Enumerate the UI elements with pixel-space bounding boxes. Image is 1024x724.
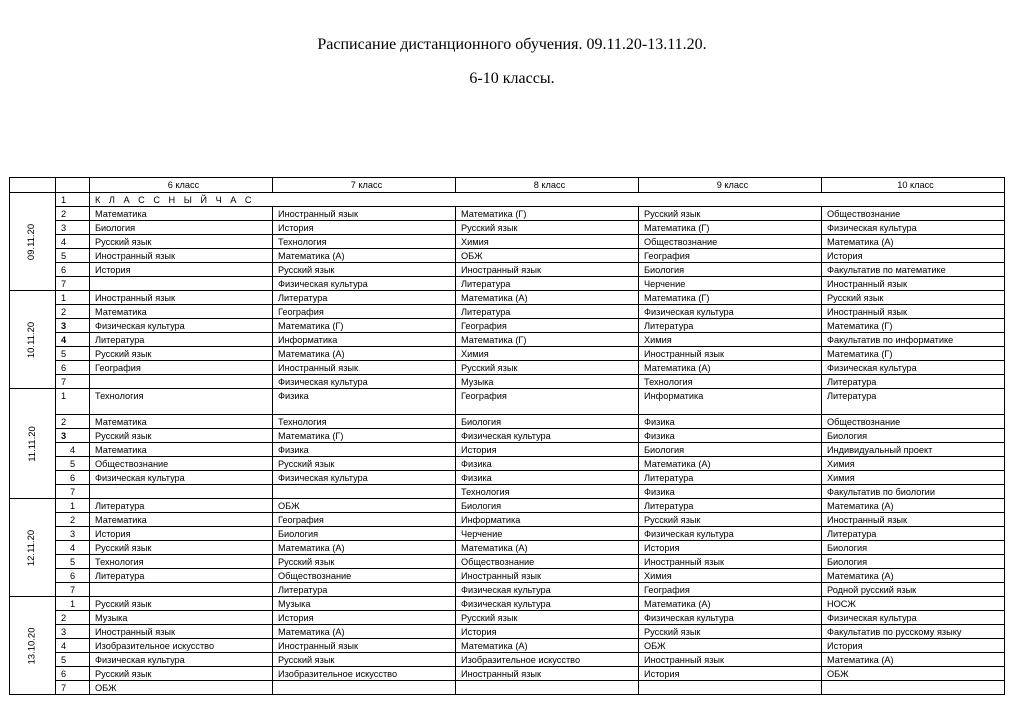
subject-cell: Физическая культура [639,527,822,541]
subject-cell: Технология [273,235,456,249]
subject-cell: Биология [90,221,273,235]
subject-cell: Обществознание [639,235,822,249]
subject-cell: Математика (А) [822,569,1005,583]
subject-cell: Обществознание [822,207,1005,221]
table-row [10,305,1005,319]
subject-cell: ОБЖ [639,639,822,653]
lesson-number: 7 [56,681,90,695]
subject-cell: Литература [456,277,639,291]
page-subtitle: 6-10 классы. [469,70,555,87]
subject-cell: Литература [822,527,1005,541]
day-date-cell [10,291,56,389]
subject-cell: Математика [90,305,273,319]
subject-cell: Физическая культура [273,471,456,485]
subject-cell: Биология [639,443,822,457]
subject-cell: Иностранный язык [822,513,1005,527]
subject-cell: Математика (А) [273,249,456,263]
day-date: 13.10.20 [26,627,38,665]
subject-cell: Математика (А) [273,347,456,361]
subject-cell: Факультатив по математике [822,263,1005,277]
schedule-body [10,193,1005,695]
day-date-cell [10,193,56,291]
table-row [10,639,1005,653]
subject-cell: История [822,249,1005,263]
subject-cell: Изобразительное искусство [90,639,273,653]
subject-cell: Русский язык [90,347,273,361]
lesson-number: 5 [56,347,90,361]
lesson-number: 3 [56,319,90,333]
subject-cell: География [456,389,639,415]
subject-cell: Математика (Г) [822,319,1005,333]
subject-cell: Литература [639,471,822,485]
table-row [10,221,1005,235]
subject-cell: Литература [273,583,456,597]
subject-cell: Химия [639,569,822,583]
subject-cell: Иностранный язык [273,207,456,221]
subject-cell: География [456,319,639,333]
lesson-number: 7 [56,375,90,389]
table-row [10,681,1005,695]
subject-cell: Математика [90,513,273,527]
subject-cell: Технология [273,415,456,429]
page-title: Расписание дистанционного обучения. 09.11.20-13.11.20. [317,36,707,53]
subject-cell: Литература [822,375,1005,389]
subject-cell: Русский язык [273,555,456,569]
subject-cell: Математика (Г) [822,347,1005,361]
subject-cell: ОБЖ [90,681,273,695]
lesson-number: 7 [56,485,90,499]
table-row [10,555,1005,569]
lesson-number: 1 [56,389,90,415]
subject-cell: Физическая культура [639,305,822,319]
subject-cell: Русский язык [456,611,639,625]
subject-cell: Обществознание [273,569,456,583]
subject-cell: Математика (Г) [639,221,822,235]
subject-cell: Химия [639,333,822,347]
subject-cell: История [639,541,822,555]
subject-cell [822,681,1005,695]
subject-cell: Литература [639,499,822,513]
lesson-number: 4 [56,639,90,653]
subject-cell [90,485,273,499]
subject-cell: Иностранный язык [273,361,456,375]
lesson-number: 3 [56,625,90,639]
subject-cell: Математика (Г) [456,333,639,347]
table-row [10,471,1005,485]
day-date-cell [10,389,56,499]
subject-cell: Физическая культура [456,583,639,597]
lesson-number: 6 [56,471,90,485]
subject-cell: Русский язык [90,235,273,249]
day-date: 10.11.20 [26,321,38,359]
subject-cell [273,681,456,695]
subject-cell: Физика [639,429,822,443]
table-row [10,389,1005,415]
subject-cell: Биология [456,499,639,513]
table-row [10,291,1005,305]
subject-cell: Технология [456,485,639,499]
lesson-number: 1 [56,597,90,611]
subject-cell: Русский язык [456,361,639,375]
subject-cell: Иностранный язык [456,263,639,277]
subject-cell: Физическая культура [273,277,456,291]
subject-cell: Математика (Г) [273,429,456,443]
subject-cell: Литература [273,291,456,305]
subject-cell: Биология [822,429,1005,443]
lesson-number: 5 [56,457,90,471]
table-row [10,611,1005,625]
day-date: 09.11.20 [26,223,38,261]
table-row [10,569,1005,583]
subject-cell: Химия [822,457,1005,471]
subject-cell: Физическая культура [456,597,639,611]
subject-cell: Математика (А) [273,625,456,639]
subject-cell: Обществознание [456,555,639,569]
table-row [10,235,1005,249]
subject-cell: Биология [822,541,1005,555]
table-row [10,485,1005,499]
lesson-number: 3 [56,221,90,235]
subject-cell: Музыка [456,375,639,389]
subject-cell: Иностранный язык [639,555,822,569]
subject-cell [273,485,456,499]
subject-cell: Русский язык [90,541,273,555]
subject-cell: Литература [90,569,273,583]
subject-cell: История [273,221,456,235]
class-hour-cell: К Л А С С Н Ы Й Ч А С [90,193,1005,207]
subject-cell: Математика [90,415,273,429]
subject-cell: Факультатив по биологии [822,485,1005,499]
header-row [10,178,1005,193]
subject-cell: Обществознание [822,415,1005,429]
lesson-number: 2 [56,207,90,221]
header-class-9: 9 класс [639,178,822,193]
subject-cell: Математика (А) [639,597,822,611]
lesson-number: 6 [56,263,90,277]
subject-cell: Математика (А) [456,291,639,305]
subject-cell: ОБЖ [273,499,456,513]
subject-cell: Физическая культура [639,611,822,625]
lesson-number: 1 [56,291,90,305]
subject-cell: Иностранный язык [822,305,1005,319]
table-row [10,541,1005,555]
subject-cell: Математика (Г) [456,207,639,221]
header-class-10: 10 класс [822,178,1005,193]
subject-cell: НОСЖ [822,597,1005,611]
lesson-number: 4 [56,541,90,555]
subject-cell: Факультатив по русскому языку [822,625,1005,639]
subject-cell: Математика (А) [822,499,1005,513]
table-row [10,625,1005,639]
table-row [10,333,1005,347]
table-row [10,667,1005,681]
lesson-number: 6 [56,667,90,681]
subject-cell [90,375,273,389]
header-class-7: 7 класс [273,178,456,193]
subject-cell: Русский язык [639,513,822,527]
subject-cell: Математика [90,443,273,457]
table-row [10,443,1005,457]
subject-cell: Физическая культура [822,221,1005,235]
subject-cell: Черчение [456,527,639,541]
lesson-number: 6 [56,361,90,375]
subject-cell: Факультатив по информатике [822,333,1005,347]
subject-cell: Математика (Г) [273,319,456,333]
subject-cell [90,277,273,291]
subject-cell: История [456,443,639,457]
subject-cell: Иностранный язык [822,277,1005,291]
subject-cell: Биология [456,415,639,429]
subject-cell: Иностранный язык [639,653,822,667]
table-row [10,429,1005,443]
subject-cell: Физика [639,485,822,499]
subject-cell: Физика [456,471,639,485]
lesson-number: 5 [56,555,90,569]
table-row [10,207,1005,221]
subject-cell: Литература [456,305,639,319]
subject-cell: Химия [456,235,639,249]
lesson-number: 2 [56,305,90,319]
table-row [10,249,1005,263]
subject-cell: Русский язык [639,625,822,639]
table-row [10,193,1005,207]
table-row [10,513,1005,527]
table-row [10,457,1005,471]
subject-cell: Математика (А) [456,541,639,555]
subject-cell: Русский язык [639,207,822,221]
subject-cell: Русский язык [273,653,456,667]
lesson-number: 7 [56,583,90,597]
subject-cell: История [90,527,273,541]
table-row [10,263,1005,277]
lesson-number: 2 [56,513,90,527]
subject-cell: Биология [822,555,1005,569]
subject-cell: Информатика [456,513,639,527]
table-row [10,277,1005,291]
subject-cell: Математика (Г) [639,291,822,305]
subject-cell: География [273,513,456,527]
subject-cell: Иностранный язык [639,347,822,361]
subject-cell: Физика [273,443,456,457]
subject-cell: Математика (А) [639,457,822,471]
subject-cell: ОБЖ [822,667,1005,681]
subject-cell: Информатика [273,333,456,347]
subject-cell: Русский язык [90,667,273,681]
lesson-number: 3 [56,527,90,541]
subject-cell: Литература [822,389,1005,415]
subject-cell: Иностранный язык [456,569,639,583]
subject-cell: Физическая культура [822,361,1005,375]
subject-cell: Обществознание [90,457,273,471]
lesson-number: 6 [56,569,90,583]
subject-cell [456,681,639,695]
subject-cell: Технология [639,375,822,389]
subject-cell: Математика (А) [456,639,639,653]
subject-cell [90,583,273,597]
subject-cell: Технология [90,389,273,415]
subject-cell: История [273,611,456,625]
day-date: 11.11.20 [26,426,38,462]
table-row [10,415,1005,429]
subject-cell: Русский язык [90,597,273,611]
table-row [10,361,1005,375]
schedule-table [9,177,1005,695]
subject-cell: Математика (А) [822,235,1005,249]
subject-cell: История [456,625,639,639]
subject-cell: Иностранный язык [90,291,273,305]
subject-cell: Иностранный язык [273,639,456,653]
subject-cell: Литература [90,499,273,513]
subject-cell: Информатика [639,389,822,415]
day-date-cell [10,597,56,695]
subject-cell: Родной русский язык [822,583,1005,597]
lesson-number: 1 [56,499,90,513]
subject-cell: Математика [90,207,273,221]
lesson-number: 3 [56,429,90,443]
subject-cell: Химия [822,471,1005,485]
day-date-cell [10,499,56,597]
subject-cell: Иностранный язык [456,667,639,681]
subject-cell: Технология [90,555,273,569]
lesson-number: 1 [56,193,90,207]
subject-cell: География [639,249,822,263]
subject-cell: Физическая культура [90,471,273,485]
subject-cell: Физическая культура [456,429,639,443]
subject-cell: Иностранный язык [90,249,273,263]
subject-cell: Биология [639,263,822,277]
subject-cell: Математика (А) [822,653,1005,667]
lesson-number: 2 [56,415,90,429]
table-row [10,527,1005,541]
subject-cell: География [639,583,822,597]
subject-cell: Индивидуальный проект [822,443,1005,457]
subject-cell: Музыка [90,611,273,625]
subject-cell: Биология [273,527,456,541]
subject-cell: Физическая культура [90,653,273,667]
subject-cell: История [639,667,822,681]
subject-cell: Русский язык [273,263,456,277]
day-date: 12.11.20 [26,529,38,567]
lesson-number: 5 [56,249,90,263]
subject-cell: Физическая культура [822,611,1005,625]
table-row [10,499,1005,513]
subject-cell: Русский язык [273,457,456,471]
header-date-cell [10,178,56,193]
subject-cell: Физика [456,457,639,471]
table-row [10,597,1005,611]
subject-cell: Русский язык [456,221,639,235]
lesson-number: 5 [56,653,90,667]
subject-cell: ОБЖ [456,249,639,263]
subject-cell: Физическая культура [90,319,273,333]
header-class-8: 8 класс [456,178,639,193]
table-row [10,375,1005,389]
subject-cell: Математика (А) [273,541,456,555]
table-row [10,319,1005,333]
subject-cell: Литература [639,319,822,333]
lesson-number: 7 [56,277,90,291]
header-class-6: 6 класс [90,178,273,193]
subject-cell [639,681,822,695]
lesson-number: 4 [56,333,90,347]
lesson-number: 4 [56,235,90,249]
subject-cell: Изобразительное искусство [456,653,639,667]
subject-cell: Физика [639,415,822,429]
subject-cell: Изобразительное искусство [273,667,456,681]
subject-cell: Литература [90,333,273,347]
subject-cell: Математика (А) [639,361,822,375]
subject-cell: Музыка [273,597,456,611]
subject-cell: Русский язык [90,429,273,443]
lesson-number: 4 [56,443,90,457]
table-row [10,653,1005,667]
lesson-number: 2 [56,611,90,625]
subject-cell: Физическая культура [273,375,456,389]
header-num-cell [56,178,90,193]
subject-cell: Черчение [639,277,822,291]
table-row [10,583,1005,597]
subject-cell: Иностранный язык [90,625,273,639]
subject-cell: История [822,639,1005,653]
subject-cell: География [90,361,273,375]
subject-cell: История [90,263,273,277]
subject-cell: Физика [273,389,456,415]
table-row [10,347,1005,361]
subject-cell: Русский язык [822,291,1005,305]
subject-cell: Химия [456,347,639,361]
subject-cell: География [273,305,456,319]
